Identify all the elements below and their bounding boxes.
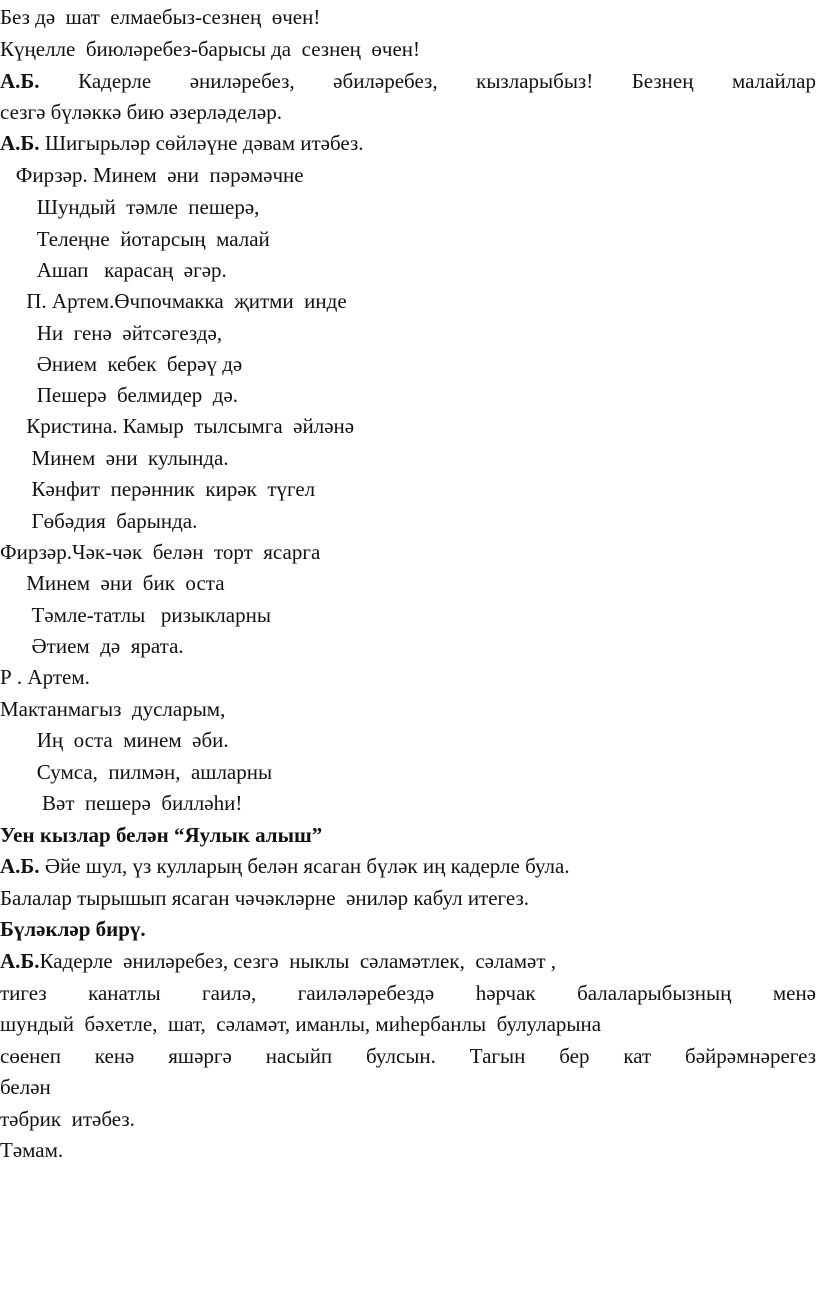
text-line: [0, 946, 556, 977]
poem-line: Кәнфит перәнник кирәк түгел: [0, 477, 316, 501]
text-line: сезгә бүләккә бию әзерләделәр.: [0, 100, 282, 124]
text-line: Без дә шат елмаебыз-сезнең өчен!: [0, 5, 321, 29]
text-line: тәбрик итәбез.: [0, 1107, 135, 1131]
line-text: Әйе шул, үз кулларың белән ясаган бүләк иң кадерле була.: [39, 854, 570, 878]
section-heading: [0, 914, 146, 945]
poem-line: Иң оста минем әби.: [0, 728, 229, 752]
text-line: [0, 851, 570, 882]
text-line: шундый бәхетле, шат, сәламәт, иманлы, миһербанлы булуларына: [0, 1012, 602, 1036]
heading-text: Бүләкләр бирү.: [0, 917, 146, 941]
text-line: [0, 128, 364, 159]
poem-line: Фирзәр. Минем әни пәрәмәчне: [0, 163, 304, 187]
text-line: сөенеп кенә яшәргә насыйп булсын. Тагын бер кат бәйрәмнәрегез: [0, 1044, 816, 1068]
poem-line: Ашап карасаң әгәр.: [0, 258, 227, 282]
line-text: Шигырьләр сөйләүне дәвам итәбез.: [39, 131, 364, 155]
poem-line: П. Артем.Өчпочмакка җитми инде: [0, 289, 347, 313]
poem-line: Ни генә әйтсәгездә,: [0, 321, 223, 345]
poem-line: Фирзәр.Чәк-чәк белән торт ясарга: [0, 540, 321, 564]
speaker-label: А.Б.: [0, 949, 40, 973]
poem-line: Әтием дә ярата.: [0, 634, 184, 658]
poem-line: Телеңне йотарсың малай: [0, 227, 270, 251]
text-line: Күңелле биюләребез-барысы да сезнең өчен!: [0, 37, 420, 61]
heading-text: Уен кызлар белән “Яулык алыш”: [0, 823, 323, 847]
poem-line: Тәмле-татлы ризыкларны: [0, 603, 271, 627]
poem-line: Шундый тәмле пешерә,: [0, 195, 260, 219]
poem-line: Минем әни кулында.: [0, 446, 229, 470]
closing-text: Тәмам.: [0, 1138, 64, 1162]
speaker-label: А.Б.: [0, 69, 40, 93]
line-text: Кадерле әниләребез, әбиләребез, кызларыбыз! Безнең малайлар: [39, 69, 816, 93]
poem-line: Кристина. Камыр тылсымга әйләнә: [0, 414, 355, 438]
poem-line: Әнием кебек берәү дә: [0, 352, 243, 376]
speaker-label: А.Б.: [0, 131, 40, 155]
section-heading: [0, 820, 322, 851]
poem-line: Сумса, пилмән, ашларны: [0, 760, 273, 784]
line-text: Кадерле әниләребез, сезгә ныклы сәламәтлек, сәламәт ,: [39, 949, 557, 973]
speaker-label: А.Б.: [0, 854, 40, 878]
poem-line: Р . Артем.: [0, 665, 90, 689]
poem-line: Мактанмагыз дусларым,: [0, 697, 226, 721]
poem-line: Минем әни бик оста: [0, 571, 225, 595]
poem-line: Гөбәдия барында.: [0, 509, 198, 533]
text-line: тигез канатлы гаилә, гаиләләребездә һәрчак балаларыбызның менә: [0, 981, 816, 1005]
poem-line: Вәт пешерә билләһи!: [0, 791, 243, 815]
text-line: белән: [0, 1075, 51, 1099]
text-line: Балалар тырышып ясаган чәчәкләрне әниләр кабул итегез.: [0, 886, 530, 910]
poem-line: Пешерә белмидер дә.: [0, 383, 239, 407]
text-line: [0, 66, 816, 97]
